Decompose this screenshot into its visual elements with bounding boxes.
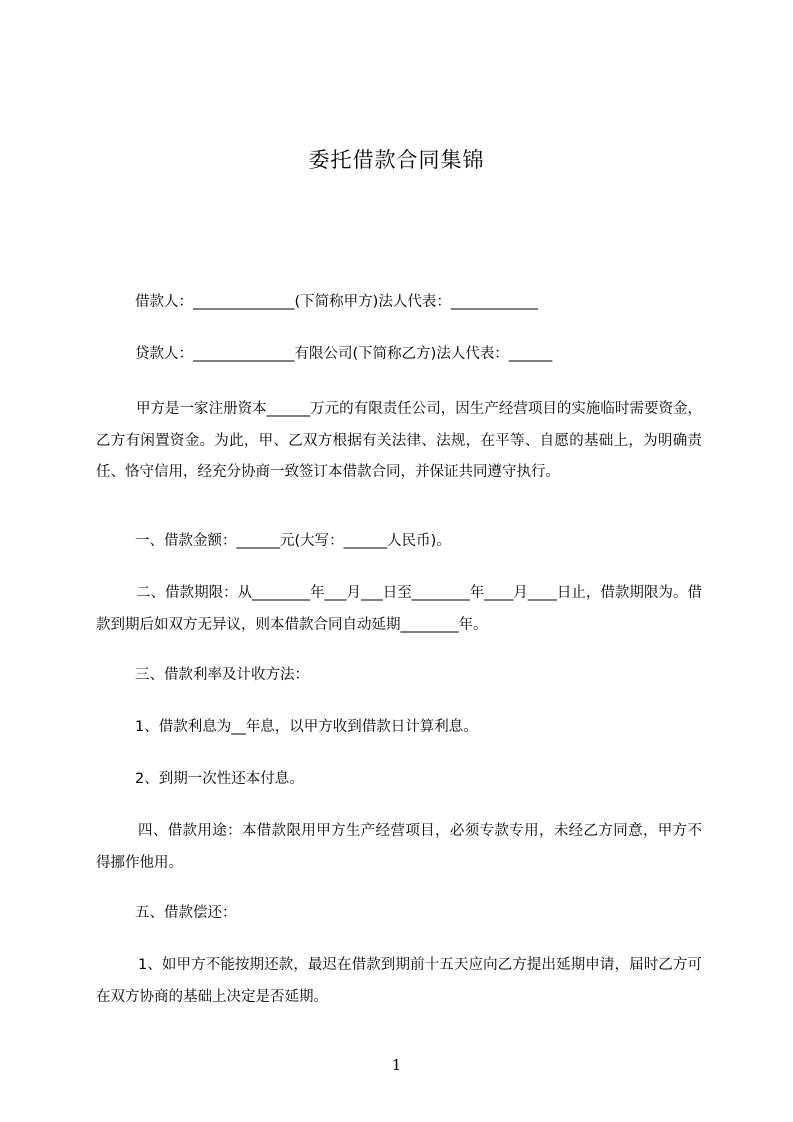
clause-interest-heading: 三、借款利率及计收方法： xyxy=(135,667,309,683)
document-title: 委托借款合同集锦 xyxy=(308,148,485,172)
clause-term: 二、借款期限：从________年___月___日至________年____月____日止，借款期限为。借款到期后如双方无异议，则本借款合同自动延期________年。 xyxy=(96,585,702,633)
clause-interest-item-1: 1、借款利息为__年息，以甲方收到借款日计算利息。 xyxy=(135,719,478,735)
page-number: 1 xyxy=(391,1056,402,1074)
clause-repayment-item-1: 1、如甲方不能按期还款，最迟在借款到期前十五天应向乙方提出延期申请，届时乙方可在双方协商的基础上决定是否延期。 xyxy=(96,957,702,1005)
borrower-line: 借款人：______________(下简称甲方)法人代表：____________ xyxy=(135,294,538,310)
clause-amount: 一、借款金额：______元(大写：______人民币)。 xyxy=(135,533,451,549)
intro-paragraph: 甲方是一家注册资本______万元的有限责任公司，因生产经营项目的实施临时需要资金，乙方有闲置资金。为此，甲、乙双方根据有关法律、法规，在平等、自愿的基础上，为明确责任、恪守信用，经充分协商一致签订本借款合同，并保证共同遵守执行。 xyxy=(96,401,702,480)
clause-repayment-heading: 五、借款偿还： xyxy=(135,905,237,921)
clause-interest-item-2: 2、到期一次性还本付息。 xyxy=(135,771,304,787)
lender-line: 贷款人：______________有限公司(下简称乙方)法人代表：______ xyxy=(135,346,553,362)
clause-purpose: 四、借款用途：本借款限用甲方生产经营项目，必须专款专用，未经乙方同意，甲方不得挪作他用。 xyxy=(96,823,702,871)
